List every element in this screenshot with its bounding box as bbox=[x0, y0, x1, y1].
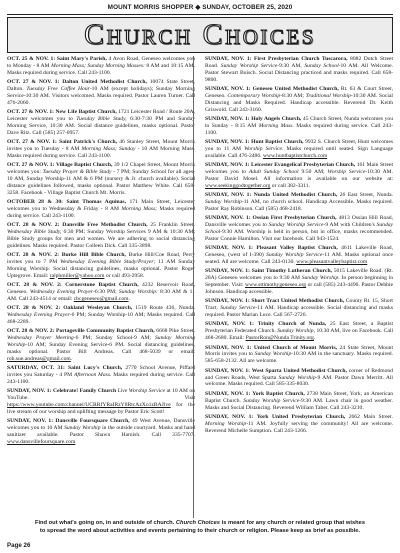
church-choices-banner bbox=[7, 17, 393, 53]
listing-date: SUNDAY, NOV. 1: bbox=[205, 321, 254, 328]
listing-church-name: Saint Patrick's Church, bbox=[59, 139, 118, 146]
listing-text: -6 PM; Sunday School-9 AM; bbox=[73, 335, 155, 342]
church-listing bbox=[7, 418, 195, 445]
listing-text: -11 AM, no church school. Handicap Accessible. Masks required. Pastor Ray Robinson. Call (585) 468-2418. bbox=[205, 199, 393, 212]
listing-service: Sunday Worship bbox=[278, 374, 316, 381]
listing-date: SUNDAY, NOV. 1: bbox=[205, 268, 250, 275]
listing-church-name: Hunt Baptist Church, bbox=[251, 139, 304, 146]
listing-service: Worship Service. bbox=[244, 145, 284, 152]
listing-church-name: Dalton United Methodist Church, bbox=[62, 79, 147, 86]
listing-church-name: Saint Thomas Aquinas, bbox=[66, 199, 126, 205]
church-listing bbox=[7, 79, 195, 106]
listing-service: Wednesday Prayer Meeting bbox=[7, 335, 74, 342]
listing-text: 6:30-7:30 PM and Sunday Morning Service, 10:30 AM. Social distance guidelines, masks optional. Pastor Dave Ritz. Call (585) 257-0957. bbox=[7, 115, 195, 136]
listing-date: SUNDAY, NOV. 1: bbox=[205, 245, 254, 252]
listing-text: for the live stream of our worship and uplifting message by Pastor Eric Scott! bbox=[7, 401, 195, 415]
listing-text: -8:30 AM; bbox=[280, 92, 306, 99]
listing-text: 5015 Lakeville Road. (Rt. 20A) Geneseo welcomes you to 9:30 AM bbox=[205, 268, 393, 282]
listing-date: SUNDAY, NOV. 1: bbox=[205, 192, 252, 199]
listing-service: Sunday Service bbox=[220, 305, 256, 312]
listing-service: Contemporary Worship bbox=[227, 92, 281, 99]
page-footer bbox=[0, 519, 400, 541]
listing-date: OCTOBER 28 & 30: bbox=[7, 199, 63, 205]
listing-text: 24 State Street, Mount Morris invites you to bbox=[205, 344, 393, 358]
listing-church-name: Pleasant Valley Baptist Church, bbox=[256, 245, 338, 252]
listing-link[interactable]: https://www.youtube.com/channel/UCRRfYRaIRzY8RtcAzXo1zBAJlve bbox=[7, 401, 171, 408]
church-listing bbox=[7, 139, 195, 160]
listing-date: SUNDAY, NOV. 1: bbox=[205, 139, 250, 146]
left-column bbox=[7, 56, 195, 518]
listing-text: or call 382-3311. bbox=[270, 182, 310, 189]
listing-date: SUNDAY, NOV. 1: bbox=[205, 390, 251, 397]
church-listing bbox=[205, 391, 393, 412]
listing-text: 39 1/2 Chapel Street, Mount Morris welcomes you: bbox=[7, 162, 195, 176]
listing-service: Sunday Worship Service bbox=[268, 222, 324, 229]
listing-text: 6668 Pike Street. bbox=[154, 328, 195, 335]
listing-text: . bbox=[313, 335, 316, 342]
footer-line-1: Find out what's going on, in and outside of church. Church Choices is meant for any church or related group that wishes bbox=[34, 520, 366, 526]
listing-text: 2770 School Avenue, Piffard invites you Saturday - 4 PM bbox=[7, 365, 195, 378]
listing-church-name: Dansville Free Methodist Church, bbox=[62, 222, 148, 229]
listing-service: Sunday Worship bbox=[277, 328, 314, 335]
listing-church-name: United Church of Mount Morris, bbox=[253, 344, 338, 351]
listing-service: Sunday School bbox=[304, 62, 339, 69]
listing-text: 4232 Reservoir Road, Geneseo. bbox=[7, 282, 195, 295]
listing-text: - 10 AM Morning Mass. Masks required during service. Call 243-1100. bbox=[7, 145, 195, 159]
church-listing bbox=[205, 116, 393, 137]
listing-church-name: First Presbyterian Church Tuscarora, bbox=[254, 56, 348, 62]
listing-date: OCT. 28 & NOV. 2: bbox=[7, 328, 55, 335]
listing-text: -10:30 AM. Pastor David Mosel. All information is available on our website at: bbox=[205, 169, 393, 182]
listing-text: -9 AM. Pastor Dawn Merritt. All welcome. Masks required. Call 585-335-8030. bbox=[205, 374, 393, 388]
page-header: MOUNT MORRIS SHOPPER ◆ SUNDAY, OCTOBER 25, 2020 bbox=[107, 4, 293, 11]
church-listing bbox=[205, 86, 393, 113]
listing-church-name: Cornerstone Baptist Church, bbox=[65, 282, 139, 289]
listing-date: SUNDAY, NOV. 1: bbox=[205, 162, 250, 169]
listing-church-name: Saint Mary's Parish, bbox=[56, 56, 107, 62]
listing-text: or call (585) 243-4490. Pastor Debbie Johnson. Handicap accessible. bbox=[205, 282, 393, 295]
church-listing bbox=[205, 139, 393, 160]
listing-text: -10:30 AM. Social Distancing and Masks Required. Handicap accessible. Reverend Dr. Keith Griswold. Call 243-3160. bbox=[205, 92, 393, 113]
listing-link[interactable]: www.seekinggodtogether.org bbox=[205, 182, 271, 189]
church-listing bbox=[205, 298, 393, 319]
listing-church-name: Holy Angels Church, bbox=[251, 115, 302, 122]
listing-date: SATURDAY, OCT. 31: bbox=[7, 365, 65, 372]
listing-text: 4 Avon Road, Geneseo welcomes you to Monday - 8 AM bbox=[7, 56, 195, 69]
listing-text: . bbox=[70, 355, 73, 362]
listing-date: SUNDAY, NOV. 1: bbox=[205, 215, 251, 222]
listing-church-name: Short Tract United Methodist Church, bbox=[251, 298, 345, 305]
listing-link[interactable]: ralphmiller@yahoo.com bbox=[49, 272, 105, 279]
listing-text: -10 AM (except holidays); Sunday Morning Service-10:30 AM. Visitors welcomed. Masks required. Pastor Lauren Turner. Call 476-2060. bbox=[7, 85, 195, 106]
listing-service: Live Worship Service bbox=[117, 388, 166, 395]
listing-church-name: York United Presbyterian Church, bbox=[256, 413, 346, 420]
listing-service: Sunday Worship Service bbox=[243, 397, 300, 404]
listing-text: 2662 Main Street. bbox=[345, 413, 393, 420]
banner-title: Church Choices bbox=[84, 18, 316, 51]
listing-service: Afternoon Mass. bbox=[73, 371, 112, 378]
church-listing bbox=[7, 162, 195, 196]
listing-text: -10 AM; Sunday Evening Service-6 PM. Social distancing guidelines, masks optional. Pastor Bill Andreas. Call 468-5039 or email: bbox=[7, 342, 195, 355]
listing-date: SUNDAY, NOV. 1: bbox=[7, 388, 52, 395]
listings bbox=[7, 56, 393, 518]
church-listing bbox=[7, 328, 195, 362]
listing-date: SUNDAY, NOV. 1: bbox=[205, 413, 254, 420]
listing-link[interactable]: cbcgeneseo@gmail.com bbox=[73, 295, 129, 302]
listing-text: Masks required during service. Call 243-1100. bbox=[205, 122, 393, 136]
church-listing bbox=[7, 305, 195, 326]
church-listing bbox=[7, 222, 195, 249]
listing-text: Masks required during service. Call 243-1100. bbox=[7, 371, 195, 385]
listing-church-name: Saint Timothy Lutheran Church, bbox=[251, 268, 332, 275]
listing-date: SUNDAY, NOV. 1: bbox=[205, 85, 251, 92]
church-listing bbox=[7, 109, 195, 136]
listing-text: In person beginning in September. Visit: bbox=[205, 275, 393, 289]
listing-text: 25 East Street, a Baptist Presbyterian Federated Church. bbox=[205, 321, 393, 335]
listing-text: 6:30 PM; Sunday Worship Services 9 AM & 10:30 AM; Bible Study groups for men and women. We are adhering to social distancing guidelines. Masks required. Pastor Colleen Dick. Call 335-3898. bbox=[7, 228, 195, 249]
listing-text: 8 AM and 10:15 AM. Masks required during service. Call 243-1100. bbox=[7, 62, 195, 76]
listing-text: 1721 Leicester Road / Route 20A, Leicester welcomes you to bbox=[7, 109, 195, 122]
listing-date: SUNDAY, NOV. 1: bbox=[205, 56, 252, 62]
listing-text: -9:30 AM. Worship is held in person, but in office, masks recommended. Pastor Connie Hamilton. Visit our facebook. Call 943-1524. bbox=[205, 228, 393, 242]
listing-service: Morning Mass. bbox=[258, 122, 294, 129]
listing-church-name: New Life Baptist Church, bbox=[55, 109, 117, 116]
listing-service: Sunday Worship. bbox=[301, 275, 340, 282]
listing-date: OCT. 27 & NOV. 1: bbox=[7, 109, 54, 116]
header-rule bbox=[7, 14, 393, 15]
column-divider bbox=[193, 56, 194, 518]
listing-text: County Rt. 15, Short Tract. bbox=[205, 298, 393, 312]
church-listing bbox=[205, 245, 393, 266]
listing-link[interactable]: www.huntbaptistchurch.com bbox=[262, 152, 328, 159]
listing-church-name: Leicester Evangelical Presbyterian Church, bbox=[251, 162, 356, 169]
listing-text: 4611 Lakeville Road, Geneseo, (west of I-390) bbox=[205, 245, 393, 259]
listing-date: OCT. 28 & NOV. 2: bbox=[7, 222, 60, 229]
listing-text: corner of Redmond and Green Roads, West Sparta bbox=[205, 367, 393, 381]
church-listing bbox=[205, 414, 393, 435]
listing-text: -9:30 AM, bbox=[277, 62, 305, 69]
listing-text: -9 AM with Children's bbox=[323, 222, 377, 229]
listing-text: 2738 Main Street, York, an American Baptist Church. bbox=[205, 390, 393, 404]
listing-link[interactable]: PastorRon@Nunda Trinity.org bbox=[245, 335, 314, 342]
listing-service: Worship Service bbox=[327, 169, 366, 176]
listing-church-name: Village Baptist Church, bbox=[55, 162, 113, 169]
listing-text: 10074 State Street, Dalton. bbox=[7, 79, 195, 92]
listing-service: Morning Mass; Sunday Morning Masses: bbox=[51, 62, 145, 69]
church-listing bbox=[7, 388, 195, 415]
listing-date: OCT. 27 & NOV. 1: bbox=[7, 139, 57, 146]
listing-text: 9932 S. Church Street, Hunt welcomes you to 11 AM bbox=[205, 139, 393, 152]
listing-text: Rt. 63 & Court Street, Geneseo. bbox=[205, 85, 393, 99]
listing-text: 45 Church Street, Nunda welcomes you to Sunday - 8:15 AM bbox=[205, 115, 393, 129]
listing-church-name: Portageville Community Baptist Church, bbox=[56, 328, 155, 335]
church-listing bbox=[7, 199, 195, 220]
listing-date: SUNDAY, NOV. 1: bbox=[205, 298, 250, 305]
listing-text: . bbox=[128, 295, 130, 302]
listing-date: OCT. 25 & NOV. 1: bbox=[7, 56, 56, 62]
church-listing bbox=[7, 56, 195, 77]
listing-text: 161 Main Street welcomes you to bbox=[205, 162, 393, 176]
listing-date: OCT. 28 & NOV. 2: bbox=[7, 282, 62, 289]
listing-church-name: Dansville Foursquare Church, bbox=[55, 418, 130, 425]
church-listing bbox=[205, 215, 393, 242]
listing-date: SUNDAY, NOV. 1: bbox=[205, 344, 252, 351]
listing-service: Wednesday Evening Bible Study/Prayer; bbox=[60, 258, 156, 265]
listing-text: 49 West Avenue, Dansville welcomes you to 10 AM bbox=[7, 418, 195, 432]
listing-text: 26 East Street, Nunda. bbox=[337, 192, 393, 199]
listing-date: SUNDAY, NOV. 1: bbox=[205, 367, 251, 374]
listing-text: Masks required during service. Call 243-1100. bbox=[7, 205, 195, 219]
listing-date: SUNDAY, NOV. 1: bbox=[7, 418, 54, 425]
listing-service: Sunday Morning Worship bbox=[7, 335, 195, 348]
listing-link[interactable]: www.sttimothygeneseo.org bbox=[245, 282, 307, 289]
listing-text: 46 Stanley Street, Mount Morris invites you to Tuesday - 8 AM bbox=[7, 139, 195, 152]
listing-service: Wednesday Evening Prayer bbox=[7, 312, 70, 319]
listing-text: 8082 Dutch Street Road. bbox=[205, 56, 393, 69]
right-column bbox=[205, 56, 393, 518]
church-listing bbox=[205, 162, 393, 189]
listing-church-name: Oakland Wesleyan Church, bbox=[63, 305, 133, 312]
listing-text: 8:30 AM & 11 AM. Call 243-4514 or email: bbox=[7, 288, 195, 302]
church-listing bbox=[205, 321, 393, 342]
listing-text: 1519 Route 436, Nunda. bbox=[132, 305, 195, 312]
listing-link[interactable]: rob.sue.andreas@gmail.com bbox=[7, 355, 71, 362]
listing-link[interactable]: www.pleasantvalleybaptist.com bbox=[296, 258, 368, 265]
listing-text: in the outside courtyard. Masks and hand sanitizer available. Pastor Shawn Harnish. Call 335-7707. bbox=[7, 425, 195, 438]
listing-church-name: Nunda United Methodist Church, bbox=[253, 192, 338, 199]
listing-church-name: Saint Lucy's Church, bbox=[68, 365, 123, 372]
church-listing bbox=[205, 268, 393, 295]
church-listing bbox=[205, 368, 393, 389]
listing-date: OCT. 27 & NOV. 1: bbox=[7, 162, 55, 169]
listing-text: Masks required until seated. Sign Language available. Call 476-2486. bbox=[205, 145, 393, 159]
listing-service: Morning Mass; Sunday bbox=[81, 145, 136, 152]
listing-date: OCT. 27 & NOV. 1: bbox=[7, 79, 60, 86]
listing-service: Adult Sunday School bbox=[248, 169, 299, 176]
listing-service: Tuesday Bible Study, bbox=[76, 115, 127, 122]
listing-text: Burke Hill/Coe Road, Perry invites you to 7 PM bbox=[7, 252, 195, 265]
listing-church-name: Burke Hill Bible Church, bbox=[61, 252, 126, 259]
church-listing bbox=[205, 345, 393, 366]
listing-text: at 10 AM on YouTube. Visit bbox=[7, 388, 195, 402]
listing-text: or call 493-2958. bbox=[104, 272, 145, 279]
listing-text: 4813 Ossian Hill Road, Dansville welcomes you to bbox=[205, 215, 393, 229]
listing-service: Sunday Worship: bbox=[118, 288, 158, 295]
church-listing bbox=[205, 56, 393, 83]
listing-text: -10 AM. All Welcome. Pastor Stewart Buisch. Social Distancing practiced and masks required. Call 658-9800. bbox=[205, 62, 393, 83]
listing-text: -6 PM; Sunday Worship-10 AM; Masks required. Call 468-2289. bbox=[7, 312, 195, 325]
footer-line-2: to spread the word about activities and events pertaining to their church or religion. Please keep as brief as possible. bbox=[39, 528, 361, 535]
listing-text: - 7 PM; Sunday School for all ages-10 AM, Sunday Worship-11 AM & 6 PM (nursery & Jr. church available). Social distance guidelines followed, masks optional. Pastor Matthew White. Call 658-3258. Facebook - Village Baptist Church Mt. Morris. bbox=[7, 169, 195, 196]
church-listing bbox=[7, 282, 195, 303]
listing-service: Sunday Worship bbox=[254, 351, 292, 358]
listing-service: Sunday School bbox=[205, 222, 393, 235]
listing-church-name: Trinity Church of Nunda, bbox=[257, 321, 327, 328]
listing-date: OCT. 28 & NOV. 2: bbox=[7, 305, 61, 312]
listing-church-name: Ossian First Presbyterian Church, bbox=[252, 215, 337, 222]
listing-church-name: Geneseo United Methodist Church, bbox=[252, 85, 339, 92]
listing-text: -10:30 AM in the sanctuary. Masks required. 585-658-2132. All are welcome. bbox=[205, 351, 393, 365]
listing-service: Morning Worship bbox=[205, 420, 247, 427]
listing-service: Traditional Worship bbox=[305, 92, 351, 99]
listing-text: -11 AM. Joyfully serving the community! All are welcome. Reverend Michelle Sumption. Call 243-1266. bbox=[205, 420, 393, 434]
church-listing bbox=[7, 365, 195, 386]
listing-church-name: West Sparta United Methodist Church, bbox=[251, 367, 347, 374]
listing-service: Sunday Worship Service bbox=[220, 62, 278, 69]
listing-service: Tuesday Prayer & Bible Study bbox=[42, 169, 112, 176]
listing-church-name: York Baptist Church, bbox=[252, 390, 305, 397]
listing-service: Morning Mass; bbox=[121, 205, 157, 212]
listing-text: 11 AM Sunday Morning Worship. Social distancing guidelines, masks optional. Pastor Roger Uptegrove. Email: bbox=[7, 258, 195, 279]
listing-date: OCT. 28 & NOV. 2: bbox=[7, 252, 59, 259]
listing-text: -9:30 AM. Lawn chair in good weather. Masks and Social Distancing. Reverend William Taber. Call 243-3210. bbox=[205, 397, 393, 411]
listing-text: 171 Main Street, Leicester welcomes you to Wednesday & Friday - 8 AM bbox=[7, 199, 195, 212]
listing-service: Wednesday Bible Study, bbox=[7, 228, 62, 235]
listing-service: Sunday Worship bbox=[64, 425, 101, 432]
listing-text: -11 AM. Handicap accessible. Social distancing and masks required. Pastor Marian Luce. Call 567-2726. bbox=[205, 305, 393, 319]
listing-service: Wednesday Evening Prayer bbox=[29, 288, 94, 295]
church-listing bbox=[7, 252, 195, 279]
listing-link[interactable]: www.dansvillefoursquare.com bbox=[7, 438, 76, 445]
listing-church-name: Celebrate! Family Church bbox=[52, 388, 117, 395]
listing-text: 9:50 AM; bbox=[298, 169, 328, 176]
page-number: Page 26 bbox=[7, 542, 31, 549]
listing-date: SUNDAY, NOV. 1: bbox=[205, 115, 250, 122]
listing-text: , 10:30 AM, live on Facebook. Call 468-2680. Email: bbox=[205, 328, 393, 342]
listing-service: Sunday Worship Service bbox=[266, 252, 323, 259]
listing-text: -11 AM. Masks optional once seated. All are welcome. Call 243-0130. bbox=[205, 252, 393, 265]
listing-text: 25 Franklin Street. bbox=[147, 222, 195, 229]
church-listing bbox=[205, 192, 393, 213]
listing-text: -6:30 PM; bbox=[93, 288, 119, 295]
listing-service: Sunday Worship bbox=[205, 199, 242, 205]
listing-service: Tuesday Free Coffee Hour bbox=[26, 85, 90, 92]
